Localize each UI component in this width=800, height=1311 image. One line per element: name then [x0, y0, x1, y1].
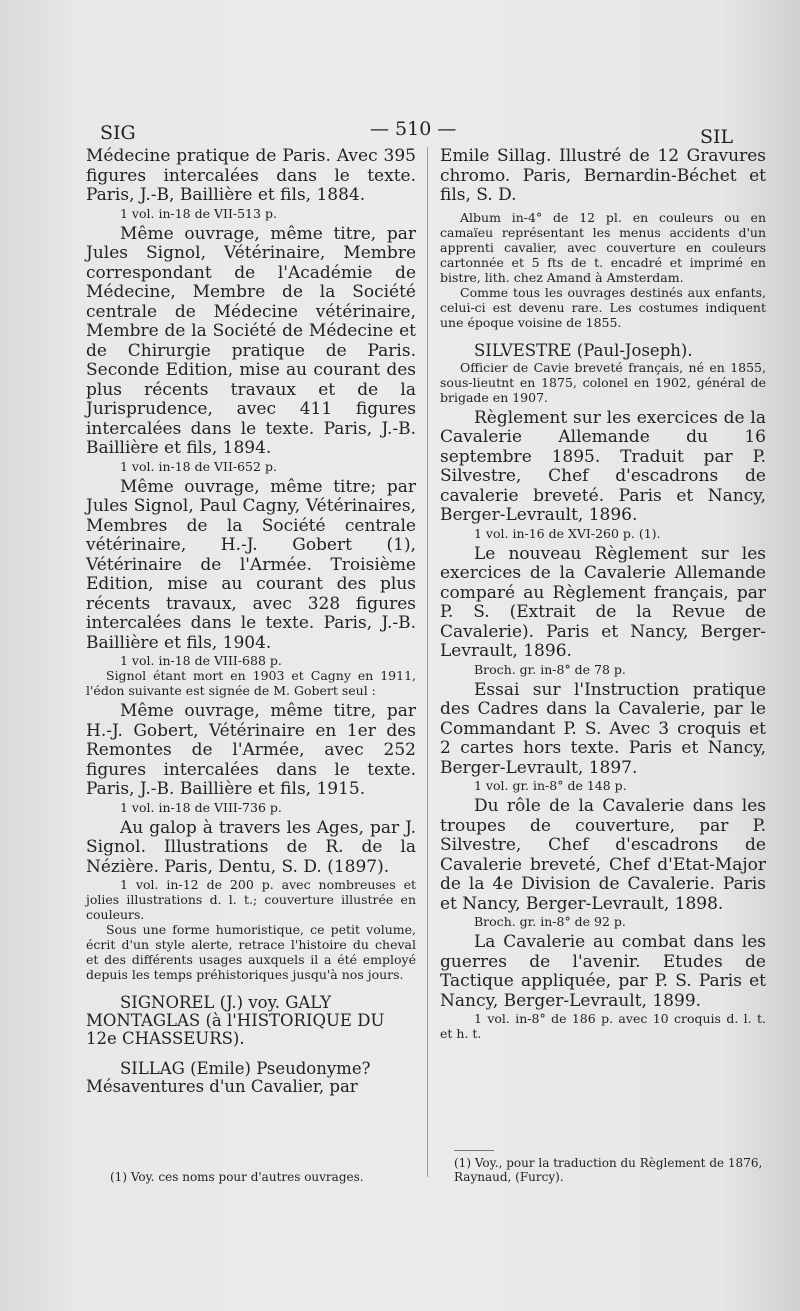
- column-divider: [427, 147, 428, 1177]
- entry-note: Album in-4° de 12 pl. en couleurs ou en camaïeu représentant les menus accidents d'un apprenti cavalier, avec couverture en couleurs cartonnée et 5 fts de t. encadré et imprimé en bistre, lith. chez Amand à Amsterdam.: [440, 209, 766, 285]
- entry-text: Médecine pratique de Paris. Avec 395 figures intercalées dans le texte. Paris, J.-B, Baillière et fils, 1884.: [86, 146, 416, 205]
- entry-note: Broch. gr. in-8° de 92 p.: [474, 914, 626, 929]
- entry-text: Du rôle de la Cavalerie dans les troupes de couverture, par P. Silvestre, Chef d'escadrons de Cavalerie breveté, Chef d'Etat-Major de la 4e Division de Cavalerie. Paris et Nancy, Berger-Levrault, 1898.: [440, 796, 766, 914]
- page-header: [0, 118, 800, 148]
- entry-text: Le nouveau Règlement sur les exercices de la Cavalerie Allemande comparé au Règlement français, par P. S. (Extrait de la Revue de Cavalerie). Paris et Nancy, Berger-Levrault, 1896.: [440, 543, 766, 661]
- entry-note: 1 vol. in-18 de VII-513 p.: [120, 205, 277, 221]
- entry-note: 1 vol. in-18 de VII-652 p.: [120, 458, 277, 474]
- entry-note: Broch. gr. in-8° de 78 p.: [474, 661, 626, 677]
- entry-text: Même ouvrage, même titre, par Jules Signol, Vétérinaire, Membre correspondant de l'Académie de Médecine, Membre de la Société centrale de Médecine vétérinaire, Membre de la Société de Médecine et de Chirurgie pratique de Paris. Seconde Edition, mise au courant des plus récents travaux et de la Jurisprudence, avec 411 figures intercalées dans le texte. Paris, J.-B. Baillière et fils, 1894.: [86, 223, 416, 458]
- right-column: [440, 147, 766, 1041]
- entry-text: Essai sur l'Instruction pratique des Cadres dans la Cavalerie, par le Commandant P. S. Avec 3 croquis et 2 cartes hors texte. Paris et Nancy, Berger-Levrault, 1897.: [440, 679, 766, 778]
- entry-text: La Cavalerie au combat dans les guerres de l'avenir. Etudes de Tactique appliquée, par P. S. Paris et Nancy, Berger-Levrault, 1899.: [440, 932, 766, 1011]
- entry-note: Sous une forme humoristique, ce petit volume, écrit d'un style alerte, retrace l'histoire du cheval et des différents usages auxquels il a été employé depuis les temps préhistoriques jusqu'à nos jours.: [86, 922, 416, 982]
- entry-note: 1 vol. gr. in-8° de 148 p.: [474, 778, 627, 793]
- entry-note: 1 vol. in-12 de 200 p. avec nombreuses et jolies illustrations d. l. t.; couverture illustrée en couleurs.: [86, 877, 416, 922]
- entry-note: Comme tous les ouvrages destinés aux enfants, celui-ci est devenu rare. Les costumes indiquent une époque voisine de 1855.: [440, 284, 766, 330]
- entry-text: Au galop à travers les Ages, par J. Signol. Illustrations de R. de la Nézière. Paris, Dentu, S. D. (1897).: [86, 817, 416, 877]
- entry-note: 1 vol. in-16 de XVI-260 p. (1).: [474, 525, 661, 541]
- entry-note: Signol étant mort en 1903 et Cagny en 1911, l'édon suivante est signée de M. Gobert seul :: [86, 668, 416, 698]
- entry-note: 1 vol. in-18 de VIII-736 p.: [120, 799, 282, 815]
- left-column: [86, 147, 416, 1096]
- author-heading: SILLAG (Emile) Pseudonyme? Mésaventures d'un Cavalier, par: [86, 1059, 371, 1096]
- entry-text: Emile Sillag. Illustré de 12 Gravures chromo. Paris, Bernardin-Béchet et fils, S. D.: [440, 146, 766, 205]
- entry-note: 1 vol. in-8° de 186 p. avec 10 croquis d. l. t. et h. t.: [440, 1011, 766, 1041]
- entry-text: Même ouvrage, même titre, par H.-J. Gobert, Vétérinaire en 1er des Remontes de l'Armée, avec 252 figures intercalées dans le texte. Paris, J.-B. Baillière et fils, 1915.: [86, 701, 416, 799]
- entry-text: Même ouvrage, même titre; par Jules Signol, Paul Cagny, Vétérinaires, Membres de la Société centrale vétérinaire, H.-J. Gobert (1), Vétérinaire de l'Armée. Troisième Edition, mise au courant des plus récents travaux, avec 328 figures intercalées dans le texte. Paris, J.-B. Baillière et fils, 1904.: [86, 476, 416, 653]
- header-right: SIL: [700, 126, 734, 148]
- author-heading: SIGNOREL (J.) voy. GALY MONTAGLAS (à l'HISTORIQUE DU 12e CHASSEURS).: [86, 993, 385, 1048]
- footnote-right: (1) Voy., pour la traduction du Règlement de 1876, Raynaud, (Furcy).: [454, 1156, 763, 1184]
- footnote-rule: [454, 1150, 494, 1151]
- entry-text: Règlement sur les exercices de la Cavalerie Allemande du 16 septembre 1895. Traduit par P. Silvestre, Chef d'escadrons de cavalerie breveté. Paris et Nancy, Berger-Levrault, 1896.: [440, 407, 766, 525]
- author-heading: SILVESTRE (Paul-Joseph).: [474, 340, 693, 360]
- entry-note: 1 vol. in-18 de VIII-688 p.: [120, 653, 282, 668]
- header-left: SIG: [100, 122, 136, 144]
- footnote-left: (1) Voy. ces noms pour d'autres ouvrages.: [110, 1170, 364, 1184]
- page-number: — 510 —: [370, 118, 457, 140]
- author-bio: Officier de Cavie breveté français, né en 1855, sous-lieutnt en 1875, colonel en 1902, général de brigade en 1907.: [440, 359, 766, 405]
